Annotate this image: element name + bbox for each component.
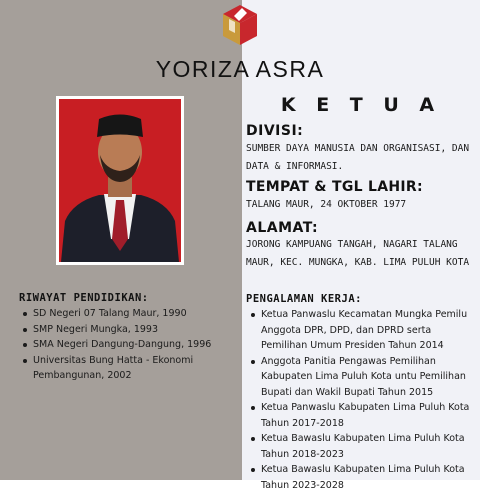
list-item: Universitas Bung Hatta - Ekonomi Pembangunan, 2002 [20,353,242,384]
list-item: Anggota Panitia Pengawas Pemilihan Kabupaten Lima Puluh Kota untu Pemilihan Bupati dan Wakil Bupati Tahun 2015 [248,354,478,401]
list-item: SMP Negeri Mungka, 1993 [20,322,242,338]
list-item: Ketua Panwaslu Kabupaten Lima Puluh Kota Tahun 2017-2018 [248,400,478,431]
birth-label: TEMPAT & TGL LAHIR: [246,179,423,195]
list-item: SMA Negeri Dangung-Dangung, 1996 [20,337,242,353]
divisi-label: DIVISI: [246,123,304,139]
birth-value: TALANG MAUR, 24 OKTOBER 1977 [246,199,407,210]
list-item: Ketua Bawaslu Kabupaten Lima Puluh Kota Tahun 2018-2023 [248,431,478,462]
bawaslu-logo-icon [220,3,260,47]
list-item: Ketua Bawaslu Kabupaten Lima Puluh Kota Tahun 2023-2028 [248,462,478,493]
position-title: K E T U A [280,94,442,116]
photo-frame [56,96,184,265]
divisi-value: SUMBER DAYA MANUSIA DAN ORGANISASI, DAN DATA & INFORMASI. [246,143,470,172]
education-title: RIWAYAT PENDIDIKAN: [19,292,149,304]
address-value: JORONG KAMPUANG TANGAH, NAGARI TALANG MAUR, KEC. MUNGKA, KAB. LIMA PULUH KOTA [246,239,470,268]
person-name: YORIZA ASRA [155,56,325,82]
experience-title: PENGALAMAN KERJA: [246,293,362,305]
portrait-photo [59,99,181,262]
list-item: SD Negeri 07 Talang Maur, 1990 [20,306,242,322]
list-item: Ketua Panwaslu Kecamatan Mungka Pemilu Anggota DPR, DPD, dan DPRD serta Pemilihan Umum Presiden Tahun 2014 [248,307,478,354]
experience-list [248,307,478,493]
address-label: ALAMAT: [246,220,319,236]
education-list [20,306,242,384]
